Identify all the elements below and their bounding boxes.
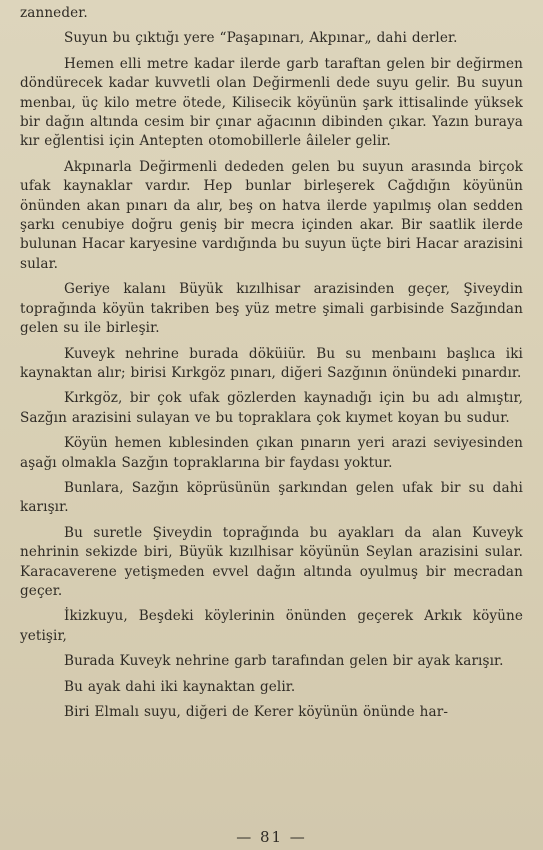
paragraph-6: Kuveyk nehrine burada döküiür. Bu su menbaını başlıca iki kaynaktan alır; birisi Kırkgöz pınarı, diğeri Sazğının önündeki pınardır. bbox=[20, 345, 523, 381]
paragraph-4: Akpınarla Değirmenli dededen gelen bu suyun arasında birçok ufak kaynaklar vardır. Hep bunlar birleşerek Cağdığın köyünün önünden akan pınarı da alır, beş on hatva ilerde yapılmış olan sedden şarkı cenubiye doğru geniş bir mecra içinden akar. Bir saatlik ilerde bulunan Hacar karyesine vardığında bu suyun üçte biri Hacar arazisini sular. bbox=[20, 158, 523, 272]
paragraph-12: Burada Kuveyk nehrine garb tarafından gelen bir ayak karışır. bbox=[64, 653, 504, 670]
paragraph-1: zanneder. bbox=[20, 5, 88, 21]
paragraph-9: Bunlara, Sazğın köprüsünün şarkından gelen ufak bir su dahi karışır. bbox=[20, 479, 523, 516]
paragraph-13: Bu ayak dahi iki kaynaktan gelir. bbox=[64, 678, 296, 695]
paragraph-3: Hemen elli metre kadar ilerde garb taraftan gelen bir değirmen döndürecek kadar kuvvetli olan Değirmenli dede suyu gelir. Bu suyun menbaı, üç kilo metre ötede, Kilisecik köyünün şark ittisalinde yüksek bir dağın altında cesim bir çınar ağacının dibinden çıkar. Yazın buraya kır eğlentisi için Antepten otomobillerle âileler gelir. bbox=[20, 55, 523, 150]
paragraph-5: Geriye kalanı Büyük kızılhisar arazisinden geçer, Şiveydin toprağında köyün takriben beş yüz metre şimali garbisinde Sazğından gelen su ile birleşir. bbox=[20, 281, 523, 337]
page-number: — 81 — bbox=[236, 828, 307, 846]
paragraph-14: Biri Elmalı suyu, diğeri de Kerer köyünün önünde har- bbox=[64, 704, 449, 720]
paragraph-11: İkizkuyu, Beşdeki köylerinin önünden geçerek Arkık köyüne yetişir, bbox=[20, 608, 523, 644]
paragraph-7: Kırkgöz, bir çok ufak gözlerden kaynadığı için bu adı almıştır, Sazğın arazisini sulayan ve bu topraklara çok kıymet koyan bu sudur. bbox=[20, 390, 523, 426]
paragraph-10: Bu suretle Şiveydin toprağında bu ayakları da alan Kuveyk nehrinin sekizde biri, Büyük kızılhisar köyünün Seylan arazisini sular. Karacaverene yetişmeden evvel dağın altında oyulmuş bir mecradan geçer. bbox=[20, 524, 523, 599]
paragraph-8: Köyün hemen kıblesinden çıkan pınarın yeri arazi seviyesinden aşağı olmakla Sazğın topraklarına bir faydası yoktur. bbox=[20, 435, 523, 471]
paragraph-2: Suyun bu çıktığı yere “Paşapınarı, Akpınar„ dahi derler. bbox=[64, 30, 458, 47]
